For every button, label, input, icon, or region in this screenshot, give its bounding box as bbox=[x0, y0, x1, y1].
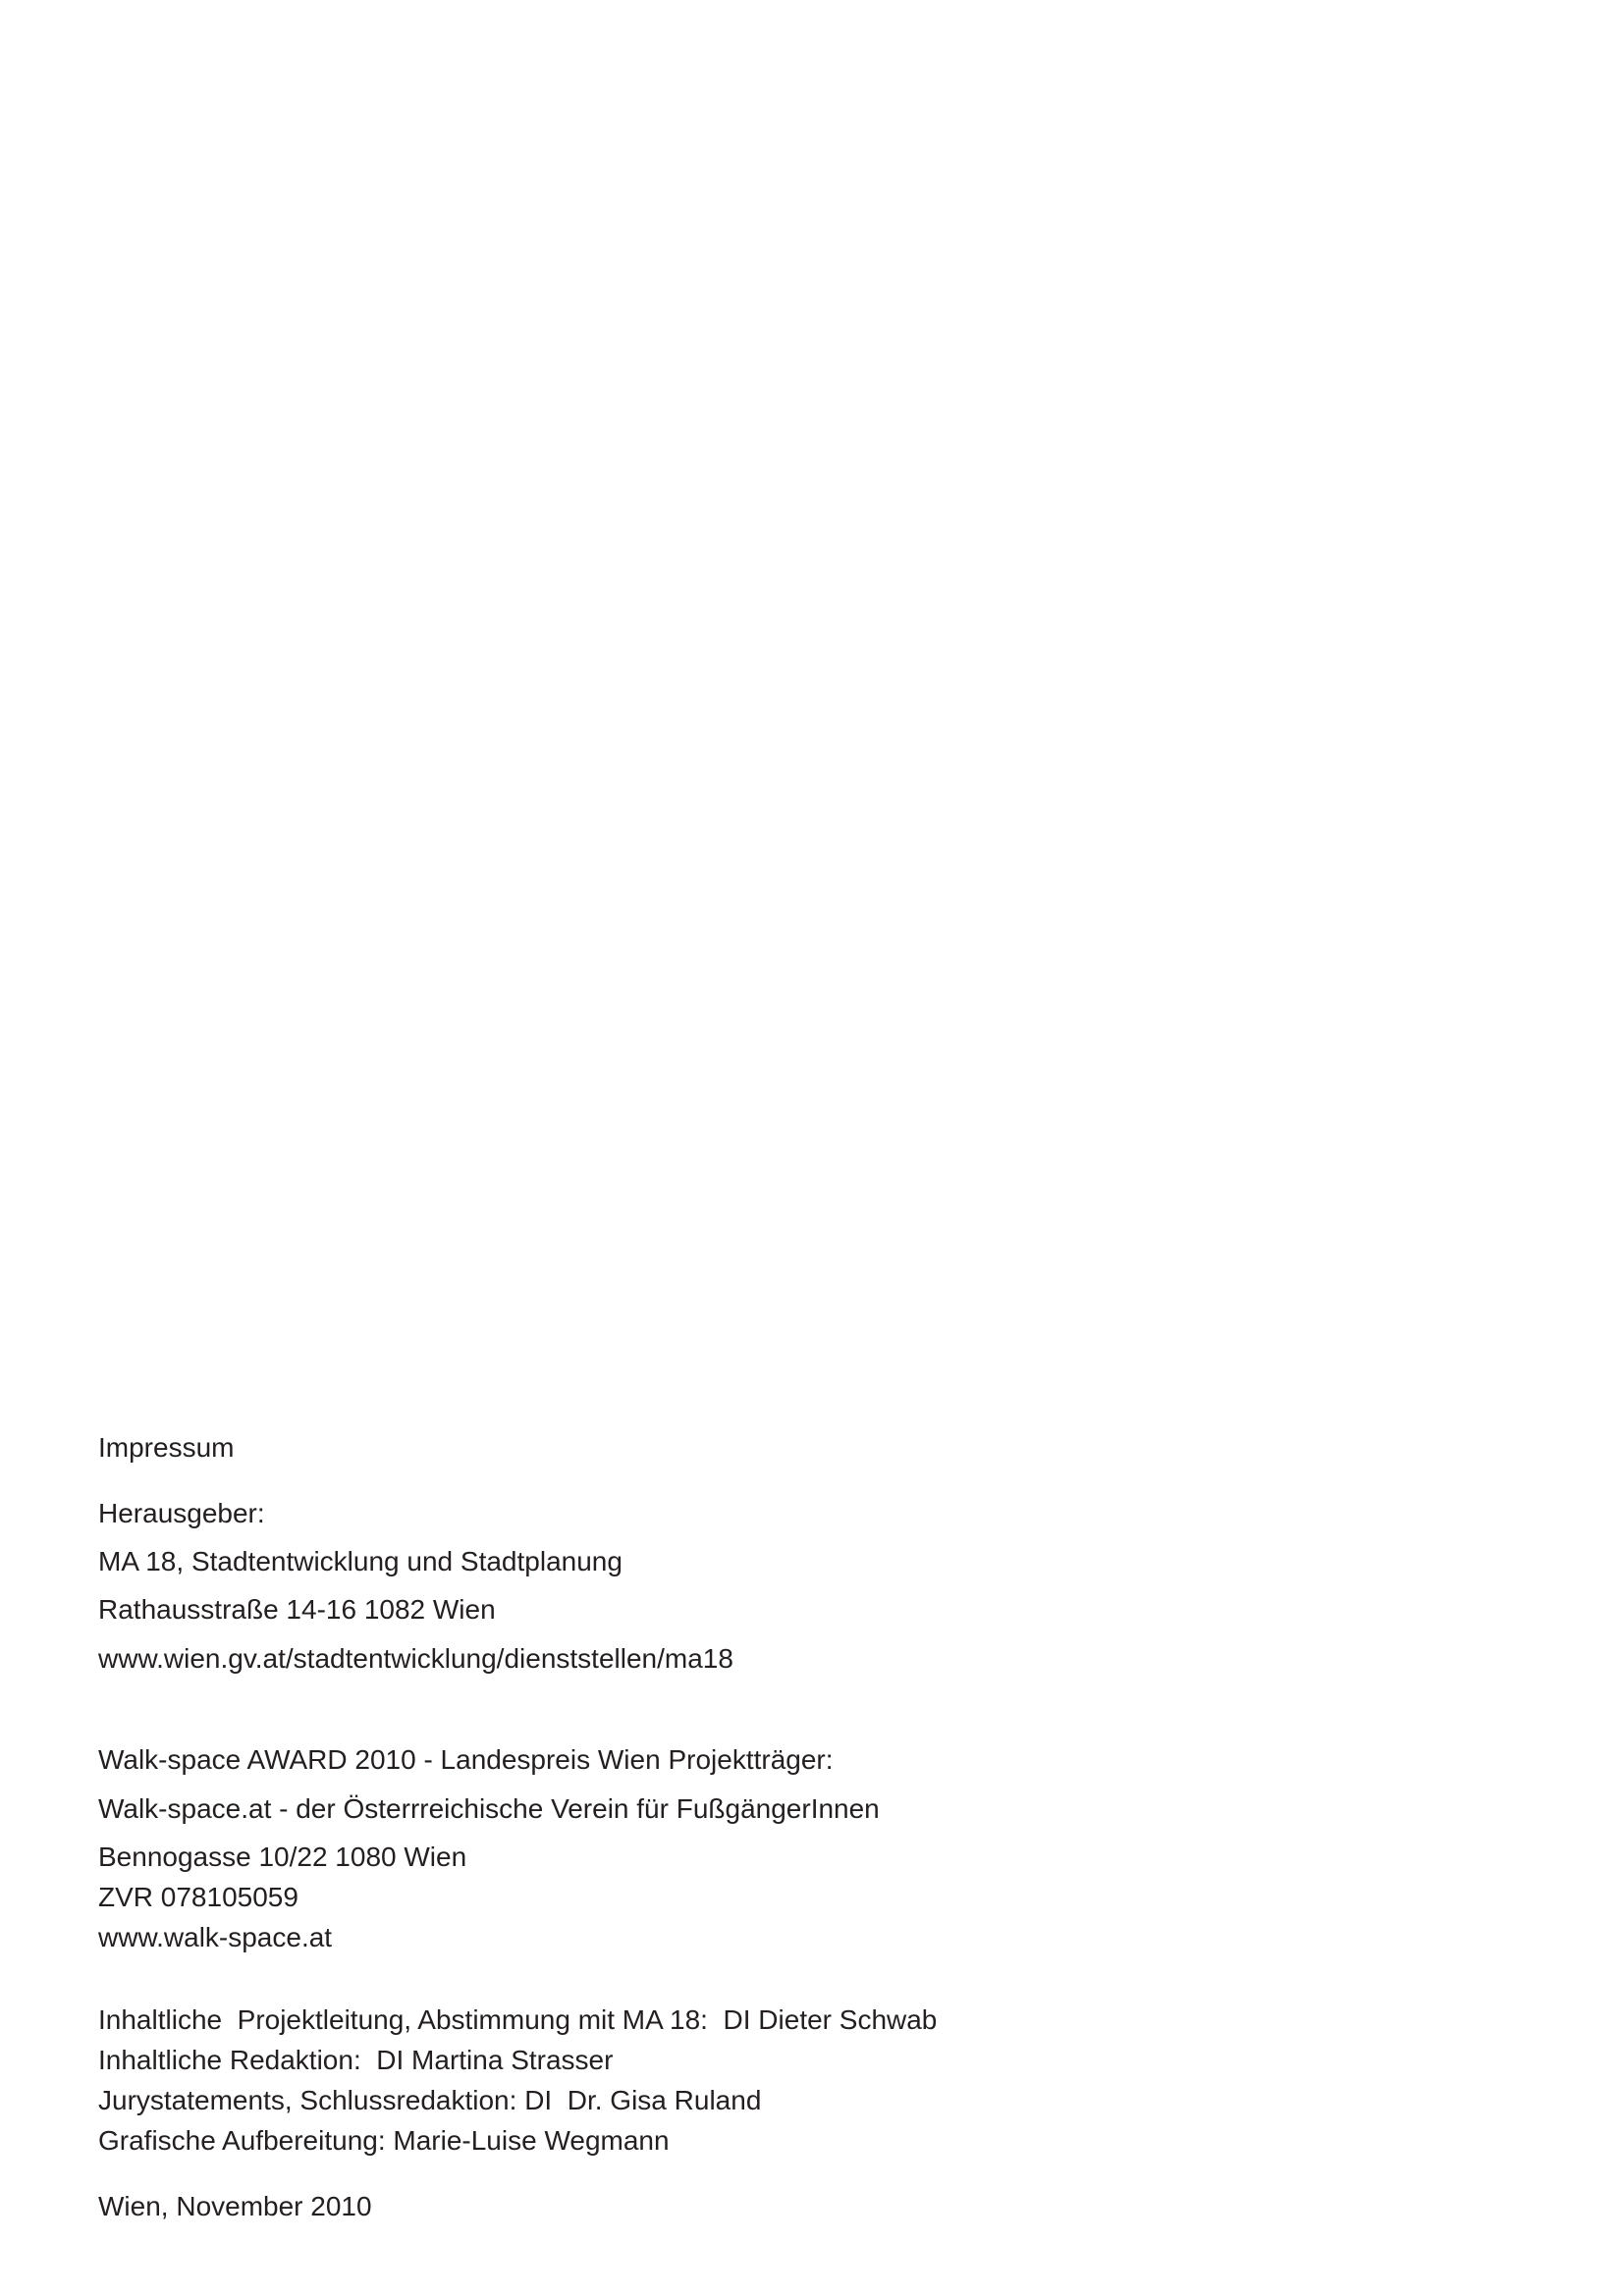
credit-line: Inhaltliche Redaktion: DI Martina Strasser bbox=[98, 2045, 614, 2075]
sponsor-name: Walk-space.at - der Österrreichische Verein für FußgängerInnen bbox=[98, 1793, 880, 1824]
publisher-url: www.wien.gv.at/stadtentwicklung/dienststellen/ma18 bbox=[98, 1643, 733, 1674]
publisher-label: Herausgeber: bbox=[98, 1498, 265, 1528]
place-date: Wien, November 2010 bbox=[98, 2191, 372, 2221]
publisher-address: Rathausstraße 14-16 1082 Wien bbox=[98, 1594, 496, 1625]
credit-line: Inhaltliche Projektleitung, Abstimmung mit MA 18: DI Dieter Schwab bbox=[98, 2004, 938, 2035]
publisher-name: MA 18, Stadtentwicklung und Stadtplanung bbox=[98, 1546, 623, 1576]
sponsor-url: www.walk-space.at bbox=[98, 1922, 333, 1952]
sponsor-label: Walk-space AWARD 2010 - Landespreis Wien Projektträger: bbox=[98, 1744, 834, 1775]
impressum-title: Impressum bbox=[98, 1432, 235, 1463]
credit-line: Grafische Aufbereitung: Marie-Luise Wegmann bbox=[98, 2125, 670, 2156]
sponsor-zvr: ZVR 078105059 bbox=[98, 1882, 298, 1912]
credit-line: Jurystatements, Schlussredaktion: DI Dr. Gisa Ruland bbox=[98, 2085, 762, 2115]
sponsor-address: Bennogasse 10/22 1080 Wien bbox=[98, 1842, 467, 1872]
